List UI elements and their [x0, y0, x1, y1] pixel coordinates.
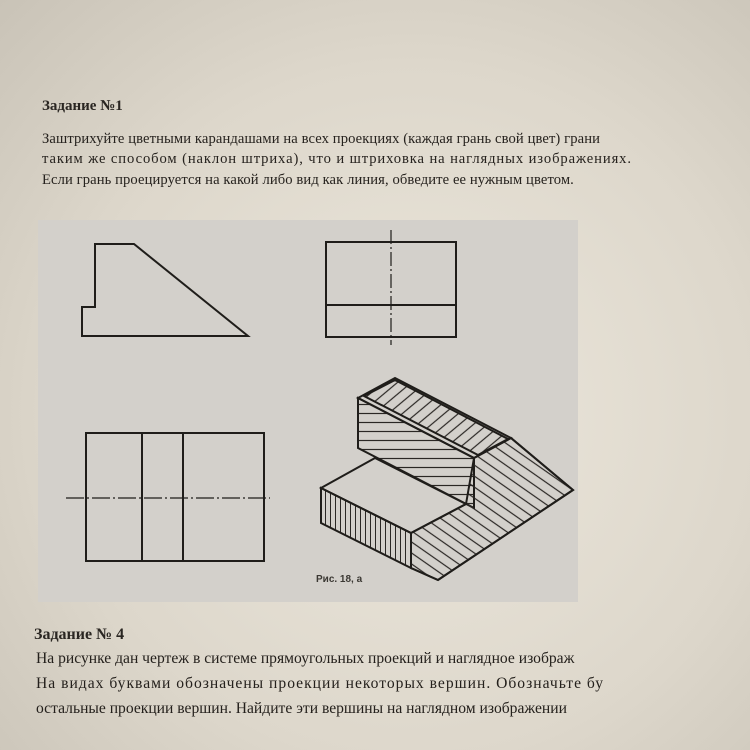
task1-line-2: таким же способом (наклон штриха), что и штриховка на наглядных изображениях.: [42, 151, 632, 167]
task4-line-3: остальные проекции вершин. Найдите эти вершины на наглядном изображении: [36, 700, 567, 717]
side-view-outline: [86, 433, 264, 561]
isometric-view: [321, 378, 573, 580]
task1-line-3: Если грань проецируется на какой либо вид как линия, обведите ее нужным цветом.: [42, 172, 574, 188]
task1-line-1: Заштрихуйте цветными карандашами на всех проекциях (каждая грань свой цвет) грани: [42, 131, 601, 147]
side-view: [66, 433, 270, 561]
drawing-figure: [38, 220, 578, 602]
task4-line-1: На рисунке дан чертеж в системе прямоугольных проекций и наглядное изображ: [36, 650, 575, 667]
figure-caption: Рис. 18, а: [316, 574, 363, 585]
technical-drawing: [38, 220, 578, 602]
task1-title: Задание №1: [42, 98, 123, 114]
top-view: [326, 230, 456, 345]
task4-title: Задание № 4: [34, 626, 125, 643]
front-view-outline: [82, 244, 248, 336]
task4-line-2: На видах буквами обозначены проекции некоторых вершин. Обозначьте бу: [36, 675, 605, 692]
front-view: [82, 244, 248, 336]
